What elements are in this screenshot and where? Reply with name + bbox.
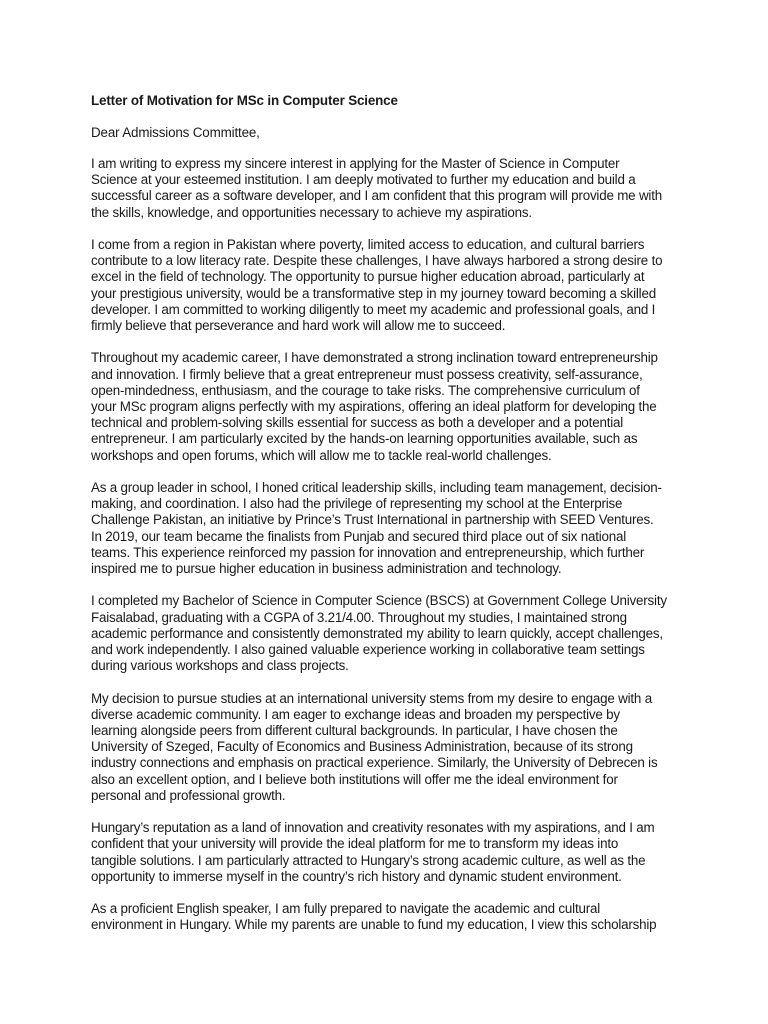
text-line: technical and problem-solving skills essential for success as both a developer and a potential [91,415,624,431]
text-line: As a proficient English speaker, I am fully prepared to navigate the academic and cultural [91,901,600,917]
text-line: diverse academic community. I am eager to exchange ideas and broaden my perspective by [91,706,620,722]
text-line: Science at your esteemed institution. I am deeply motivated to further my education and build a [91,172,636,188]
text-line: University of Szeged, Faculty of Economics and Business Administration, because of its strong [91,739,633,755]
text-line: My decision to pursue studies at an international university stems from my desire to engage with a [91,690,652,706]
text-line: excel in the field of technology. The opportunity to pursue higher education abroad, particularly at [91,269,645,285]
text-line: entrepreneur. I am particularly excited by the hands-on learning opportunities available, such as [91,431,638,447]
text-line: firmly believe that perseverance and hard work will allow me to succeed. [91,318,506,334]
paragraph-education [91,593,691,674]
text-line: your MSc program aligns perfectly with my aspirations, offering an ideal platform for developing the [91,399,657,415]
text-line: contribute to a low literacy rate. Despite these challenges, I have always harbored a strong desire to [91,253,663,269]
text-line: Hungary’s reputation as a land of innovation and creativity resonates with my aspirations, and I am [91,820,655,836]
text-line: Throughout my academic career, I have demonstrated a strong inclination toward entrepreneurship [91,350,658,366]
text-line: teams. This experience reinforced my passion for innovation and entrepreneurship, which further [91,544,645,560]
text-line: and work independently. I also gained valuable experience working in collaborative team settings [91,642,645,658]
paragraph-university-choice [91,691,691,804]
text-line: Challenge Pakistan, an initiative by Prince’s Trust International in partnership with SEED Ventures. [91,512,654,528]
salutation: Dear Admissions Committee, [91,125,260,140]
text-line: I come from a region in Pakistan where poverty, limited access to education, and cultural barriers [91,237,645,252]
text-line: your prestigious university, would be a transformative step in my journey toward becoming a skilled [91,285,656,301]
text-line: opportunity to immerse myself in the country’s rich history and dynamic student environment. [91,868,622,884]
text-line: As a group leader in school, I honed critical leadership skills, including team management, decision- [91,480,662,496]
text-line: the skills, knowledge, and opportunities necessary to achieve my aspirations. [91,204,532,220]
text-line: environment in Hungary. While my parents are unable to fund my education, I view this scholarship [91,917,657,933]
paragraph-entrepreneurship [91,350,691,463]
text-line: I am writing to express my sincere interest in applying for the Master of Science in Computer [91,156,620,171]
text-line: successful career as a software developer, and I am confident that this program will provide me with [91,188,662,204]
text-line: making, and coordination. I also had the privilege of representing my school at the Enterprise [91,496,623,512]
paragraph-background [91,237,691,334]
paragraph-intro [91,156,691,221]
text-line: In 2019, our team became the finalists from Punjab and secured third place out of six national [91,528,627,544]
text-line: also an excellent option, and I believe both institutions will offer me the ideal environment for [91,771,618,787]
text-line: developer. I am committed to working diligently to meet my academic and professional goals, and I [91,301,656,317]
text-line: I completed my Bachelor of Science in Computer Science (BSCS) at Government College University [91,593,667,609]
text-line: tangible solutions. I am particularly attracted to Hungary’s strong academic culture, as well as the [91,852,646,868]
text-line: open-mindedness, enthusiasm, and the courage to take risks. The comprehensive curriculum of [91,382,640,398]
paragraph-hungary [91,820,691,885]
text-line: learning alongside peers from different cultural backgrounds. In particular, I have chosen the [91,723,618,739]
paragraph-language [91,901,691,933]
text-line: during various workshops and class projects. [91,658,349,674]
text-line: workshops and open forums, which will allow me to tackle real-world challenges. [91,447,552,463]
text-line: inspired me to pursue higher education in business administration and technology. [91,561,562,577]
text-line: confident that your university will provide the ideal platform for me to transform my ideas into [91,836,619,852]
text-line: academic performance and consistently demonstrated my ability to learn quickly, accept challenges, [91,625,663,641]
text-line: personal and professional growth. [91,787,286,803]
text-line: Faisalabad, graduating with a CGPA of 3.21/4.00. Throughout my studies, I maintained strong [91,609,627,625]
letter-title: Letter of Motivation for MSc in Computer Science [91,93,398,108]
text-line: industry connections and emphasis on practical experience. Similarly, the University of Debrecen is [91,755,658,771]
text-line: and innovation. I firmly believe that a great entrepreneur must possess creativity, self-assurance, [91,366,643,382]
paragraph-leadership [91,480,691,577]
letter-body [91,93,691,950]
